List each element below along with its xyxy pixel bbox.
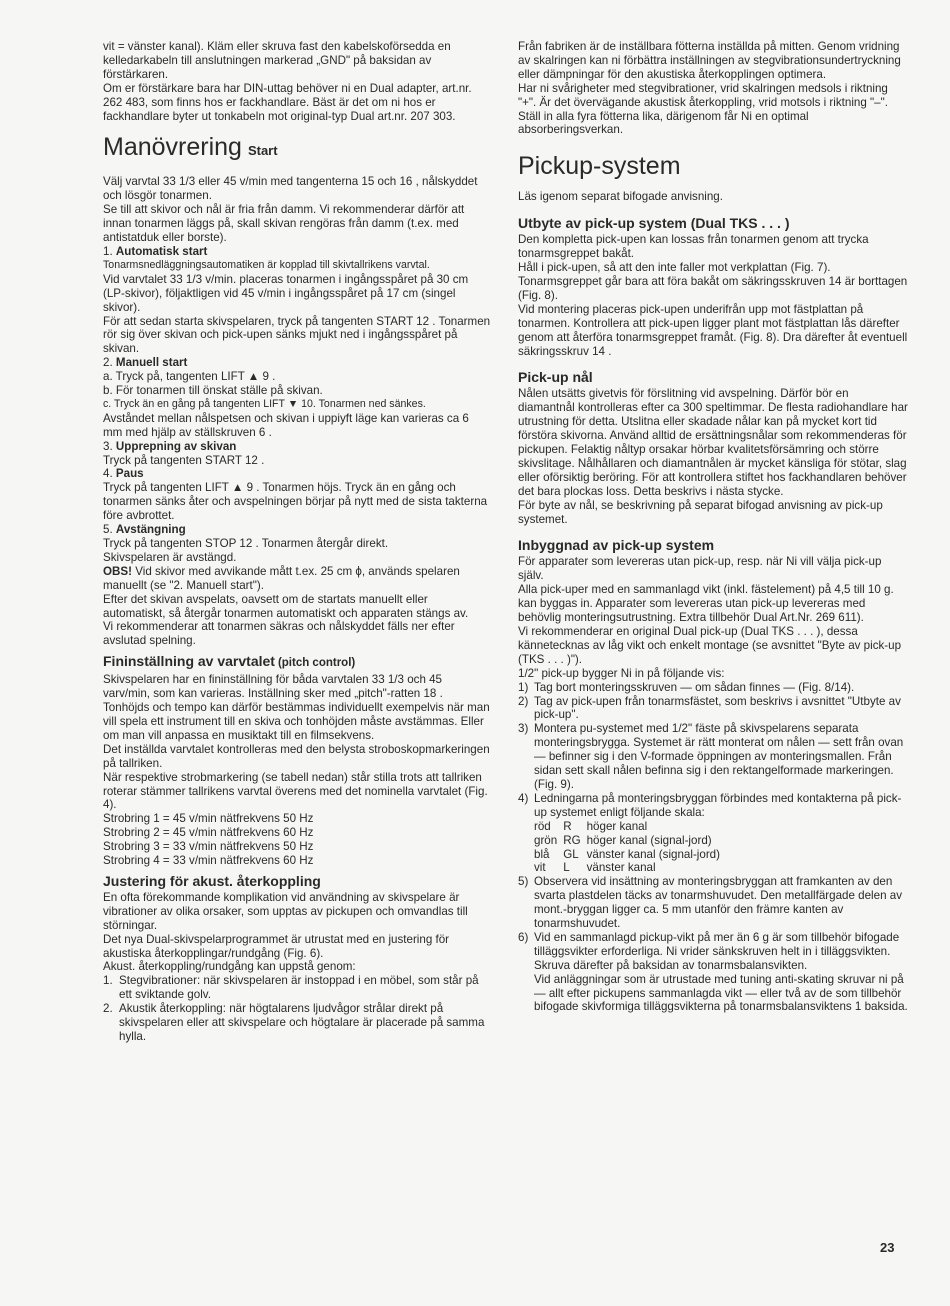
wire-color-table bbox=[534, 820, 726, 876]
list-text: Tag bort monteringsskruven — om sådan finnes — (Fig. 8/14). bbox=[534, 680, 855, 694]
paragraph: Vid anläggningar som är utrustade med tuning anti-skating skruvar ni på — allt efter pickupens sammanlagda vikt — eller två av de som tillbehör bifogade skivformiga tilläggsvikterna på tonarmsbalansviktens 1 baksida. bbox=[534, 972, 908, 1014]
wire-color: grön bbox=[534, 833, 558, 847]
paragraph: Efter det skivan avspelats, oavsett om de startats manuellt eller automatiskt, så återgår tonarmen automatiskt och apparaten stängs av. bbox=[103, 592, 469, 620]
strob-line: Strobring 1 = 45 v/min nätfrekvens 50 Hz bbox=[103, 812, 314, 826]
numbered-list bbox=[103, 974, 491, 1044]
section-heading-manovrering bbox=[103, 132, 491, 166]
paragraph: Tonarmsnedläggningsautomatiken är kopplad till skivtallrikens varvtal. bbox=[103, 258, 430, 271]
list-text: Montera pu-systemet med 1/2" fäste på skivspelarens separata monteringsbrygga. Systemet är rätt monterat om nålen — sett från ovan — befinner sig i den V-formade öppningen av monteringsmallen. Från sidan sett skall nålen befinna sig i den rektangelformade markeringen. (Fig. 9). bbox=[534, 722, 904, 791]
heading-text: Manövrering bbox=[103, 133, 242, 162]
paragraph: Det inställda varvtalet kontrolleras med den belysta stroboskopmarkeringen på tallriken. bbox=[103, 742, 490, 770]
heading-sub: (pitch control) bbox=[277, 657, 356, 670]
paragraph: Tryck på tangenten LIFT ▲ 9 . Tonarmen höjs. Tryck än en gång och tonarmen sänks åter och avspelningen börjar på nytt med de sista takterna före avbrottet. bbox=[103, 481, 488, 523]
paragraph: Se till att skivor och nål är fria från damm. Vi rekommenderar därför att innan tonarmen läggs på, skall skivan rengöras från damm (t.ex. med antistatduk eller borste). bbox=[103, 203, 465, 245]
paragraph: Tonhöjds och tempo kan därför bestämmas individuellt exempelvis när man vill spela ett instrument till en skiva och tonhöjden måste avstämmas. Eller om man vill anpassa en musiktakt till en filmsekvens. bbox=[103, 701, 490, 742]
paragraph: Vid varvtalet 33 1/3 v/min. placeras tonarmen i ingångsspåret på 30 cm (LP-skivor), följaktligen vid 45 v/min i ingångsspåret på 17 cm (singel skivor). bbox=[103, 272, 469, 314]
section-heading-pickup-nal: Pick-up nål bbox=[518, 369, 593, 386]
left-column bbox=[103, 40, 491, 1044]
table-row bbox=[534, 834, 726, 848]
subheading-number: 5. bbox=[103, 523, 113, 537]
list-item bbox=[518, 695, 908, 723]
table-row bbox=[534, 820, 726, 834]
strob-line: Strobring 2 = 45 v/min nätfrekvens 60 Hz bbox=[103, 826, 314, 840]
paragraph: Akust. återkoppling/rundgång kan uppstå genom: bbox=[103, 960, 356, 974]
list-number: 1. bbox=[103, 974, 113, 988]
paragraph: Från fabriken är de inställbara fötterna inställda på mitten. Genom vridning av skalringen kan ni förbättra inställningen av stegvibrationsundertryckning eller dämpningar för den akustiska återkopplingen optimera. bbox=[518, 40, 901, 81]
subheading-text: Avstängning bbox=[115, 523, 186, 537]
numbered-list bbox=[518, 875, 908, 972]
paragraph: En ofta förekommande komplikation vid användning av skivspelare är vibrationer av olika orsaker, som upptas av pickupen och omvandlas till störningar. bbox=[103, 890, 468, 932]
list-item: a. Tryck på, tangenten LIFT ▲ 9 . bbox=[103, 370, 276, 384]
paragraph: För att sedan starta skivspelaren, tryck på tangenten START 12 . Tonarmen rör sig över skivan och pick-upen sänks mjukt ned i ingångsspåret på skivan. bbox=[103, 314, 491, 356]
list-text: Ledningarna på monteringsbryggan förbindes med kontakterna på pick-up systemet enligt följande skala: bbox=[534, 791, 902, 819]
wire-color: röd bbox=[534, 819, 551, 833]
table-row bbox=[534, 848, 726, 862]
list-item bbox=[518, 875, 908, 931]
wire-desc: vänster kanal (signal-jord) bbox=[586, 847, 720, 861]
paragraph: Har ni svårigheter med stegvibrationer, vrid skalringen medsols i riktning "+". Är det övervägande akustisk återkoppling, vrid motsols i riktning "–". Ställ in alla fyra fötterna lika, därigenom får Ni en optimal absorberingsverkan. bbox=[518, 81, 888, 137]
numbered-list bbox=[518, 681, 908, 820]
list-number: 5) bbox=[518, 875, 529, 889]
strob-line: Strobring 3 = 33 v/min nätfrekvens 50 Hz bbox=[103, 840, 314, 854]
subheading bbox=[103, 245, 491, 259]
subheading bbox=[103, 467, 491, 481]
paragraph: Skivspelaren har en fininställning för båda varvtalen 33 1/3 och 45 varv/min, som kan varieras. Inställning sker med „pitch"-ratten 18 . bbox=[103, 673, 443, 701]
list-text: Observera vid insättning av monteringsbryggan att framkanten av den svarta plastdelen täcks av tonarmshuvudet. Den metallfärgade delen av mont.-bryggan ligger ca. 5 mm utanför den främre kanten av tonarmshuvudet. bbox=[534, 875, 902, 931]
list-text: Akustik återkoppling: när högtalarens ljudvågor strålar direkt på skivspelaren eller att skivspelare och högtalare är placerade på samma hylla. bbox=[119, 1002, 485, 1043]
wire-code: GL bbox=[563, 847, 579, 861]
strob-line: Strobring 4 = 33 v/min nätfrekvens 60 Hz bbox=[103, 854, 314, 868]
page-number: 23 bbox=[880, 1240, 895, 1255]
wire-desc: höger kanal bbox=[586, 819, 648, 833]
paragraph: Håll i pick-upen, så att den inte faller mot verkplattan (Fig. 7). Tonarmsgreppet går bara att föra bakåt om säkringsskruven 14 är borttagen (Fig. 8). bbox=[518, 261, 908, 302]
list-number: 4) bbox=[518, 791, 529, 805]
section-heading-inbyggnad: Inbyggnad av pick-up system bbox=[518, 537, 715, 554]
section-heading-fininstallning bbox=[103, 652, 491, 672]
paragraph: Tryck på tangenten START 12 . bbox=[103, 453, 265, 467]
list-number: 3) bbox=[518, 722, 529, 736]
subheading-text: Automatisk start bbox=[115, 244, 208, 258]
list-item bbox=[103, 1002, 491, 1044]
list-item bbox=[103, 974, 491, 1002]
paragraph: Den kompletta pick-upen kan lossas från tonarmen genom att trycka tonarmsgreppet bakåt. bbox=[518, 233, 869, 261]
list-number: 6) bbox=[518, 930, 529, 944]
paragraph: Avståndet mellan nålspetsen och skivan i uppiyft läge kan varieras ca 6 mm med hjälp av ställskruven 6 . bbox=[103, 411, 469, 439]
wire-desc: vänster kanal bbox=[586, 861, 656, 875]
paragraph: För apparater som levereras utan pick-up, resp. när Ni vill välja pick-up själv. bbox=[518, 555, 882, 583]
paragraph: Vid montering placeras pick-upen underifrån upp mot fästplattan på tonarmen. Kontrollera att pick-upen ligger plant mot fästplattan lås därefter genom att återföra tonarmsgreppet framåt. (Fig. 8). Dra därefter åt eventuell säkringsskruv 14 . bbox=[518, 302, 908, 358]
subheading bbox=[103, 440, 491, 454]
list-item bbox=[518, 931, 908, 973]
paragraph: Nålen utsätts givetvis för förslitning vid avspelning. Därför bör en diamantnål kontrolleras efter ca 300 speltimmar. De flesta radiohandlare har utrustning för detta. Utslitna eller skadade nålar kan på mycket kort tid förstöra skivorna. Använd alltid de ersättningsnålar som rekommenderas för pickupen. Felaktig nåltyp orsakar hörbar kvalitetsförsämring och större skivslitage. Nålhållaren och diamantnålen är mycket känsliga för stötar, slag eller oförsiktig beröring. För att kontrollera stiftet hos fackhandlaren behöver det bara plockas loss. Detta beskrivs i nästa stycke. bbox=[518, 387, 908, 498]
section-heading-pickup-system: Pickup-system bbox=[518, 152, 681, 181]
paragraph: vit = vänster kanal). Kläm eller skruva fast den kabelskoförsedda en kelledarkabeln till anslutningen markerad „GND" på baksidan av förstärkaren. bbox=[103, 40, 451, 81]
paragraph: Om er förstärkare bara har DIN-uttag behöver ni en Dual adapter, art.nr. 262 483, som finns hos er fackhandlare. Bäst är det om ni hos er fackhandlare byter ut tonkabeln mot original-typ Dual art.nr. 207 303. bbox=[103, 81, 472, 123]
list-number: 2) bbox=[518, 694, 529, 708]
paragraph: Vi rekommenderar att tonarmen säkras och nålskyddet fälls ner efter avslutad spelning. bbox=[103, 620, 455, 648]
subheading bbox=[103, 356, 491, 370]
list-text: Vid en sammanlagd pickup-vikt på mer än 6 g är som tillbehör bifogade tilläggsvikter erforderliga. Ni vrider sänkskruven helt in i tilläggsvikten. Skruva därefter på baksidan av tonarmsbalansvikten. bbox=[534, 930, 900, 972]
wire-color: vit bbox=[534, 861, 546, 875]
list-text: Tag av pick-upen från tonarmsfästet, som beskrivs i avsnittet "Utbyte av pick-up". bbox=[534, 694, 901, 722]
subheading-text: Manuell start bbox=[115, 356, 188, 370]
list-item: c. Tryck än en gång på tangenten LIFT ▼ 10. Tonarmen ned sänkes. bbox=[103, 397, 426, 410]
section-heading-utbyte: Utbyte av pick-up system (Dual TKS . . . ) bbox=[518, 215, 790, 232]
list-number: 1) bbox=[518, 680, 529, 694]
wire-desc: höger kanal (signal-jord) bbox=[586, 833, 712, 847]
obs-text: Vid skivor med avvikande mått t.ex. 25 cm ϕ, används spelaren manuellt (se "2. Manuell start"). bbox=[103, 564, 460, 592]
table-row bbox=[534, 861, 726, 875]
heading-sub: Start bbox=[247, 143, 278, 159]
subheading-number: 3. bbox=[103, 439, 113, 453]
paragraph: Skivspelaren är avstängd. bbox=[103, 550, 237, 564]
wire-color: blå bbox=[534, 847, 550, 861]
obs-note bbox=[103, 565, 491, 593]
paragraph: Alla pick-uper med en sammanlagd vikt (inkl. fästelement) på 4,5 till 10 g. kan byggas in. Apparater som levereras utan pick-up levereras med behövlig monteringsutrustning. Extra tillbehör Dual Art.Nr. 269 611). bbox=[518, 583, 894, 625]
subheading-number: 1. bbox=[103, 244, 113, 258]
list-item bbox=[518, 722, 908, 792]
wire-code: L bbox=[563, 861, 570, 875]
list-item bbox=[518, 792, 908, 820]
paragraph: Välj varvtal 33 1/3 eller 45 v/min med tangenterna 15 och 16 , nålskyddet och lösgör tonarmen. bbox=[103, 175, 478, 203]
heading-text: Fininställning av varvtalet bbox=[103, 653, 275, 670]
wire-code: R bbox=[563, 819, 572, 833]
subheading-number: 4. bbox=[103, 467, 113, 481]
list-number: 2. bbox=[103, 1002, 113, 1016]
subheading-text: Upprepning av skivan bbox=[115, 439, 237, 453]
section-heading-justering: Justering för akust. återkoppling bbox=[103, 872, 321, 889]
obs-label: OBS! bbox=[103, 564, 132, 578]
list-item bbox=[518, 681, 908, 695]
subheading-number: 2. bbox=[103, 356, 113, 370]
paragraph: Läs igenom separat bifogade anvisning. bbox=[518, 190, 723, 204]
right-column bbox=[518, 40, 908, 1014]
wire-code: RG bbox=[563, 833, 581, 847]
subheading-text: Paus bbox=[115, 467, 144, 481]
subheading bbox=[103, 523, 491, 537]
list-text: Stegvibrationer: när skivspelaren är instoppad i en möbel, som står på ett sviktande golv. bbox=[119, 974, 479, 1002]
paragraph: Tryck på tangenten STOP 12 . Tonarmen återgår direkt. bbox=[103, 537, 389, 550]
list-item: b. För tonarmen till önskat ställe på skivan. bbox=[103, 384, 323, 398]
paragraph: 1/2" pick-up bygger Ni in på följande vis: bbox=[518, 666, 725, 680]
paragraph: Vi rekommenderar en original Dual pick-up (Dual TKS . . . ), dessa kännetecknas av låg vikt och enkelt montage (se avsnittet "Byte av pick-up (TKS . . . )"). bbox=[518, 625, 902, 666]
paragraph: När respektive strobmarkering (se tabell nedan) står stilla trots att tallriken roterar stämmer tallrikens varvtal överens med det nominella varvtalet (Fig. 4). bbox=[103, 770, 488, 812]
paragraph: Det nya Dual-skivspelarprogrammet är utrustat med en justering för akustiska återkopplingar/rundgång (Fig. 6). bbox=[103, 932, 450, 960]
paragraph: För byte av nål, se beskrivning på separat bifogad anvisning av pick-up systemet. bbox=[518, 498, 883, 526]
